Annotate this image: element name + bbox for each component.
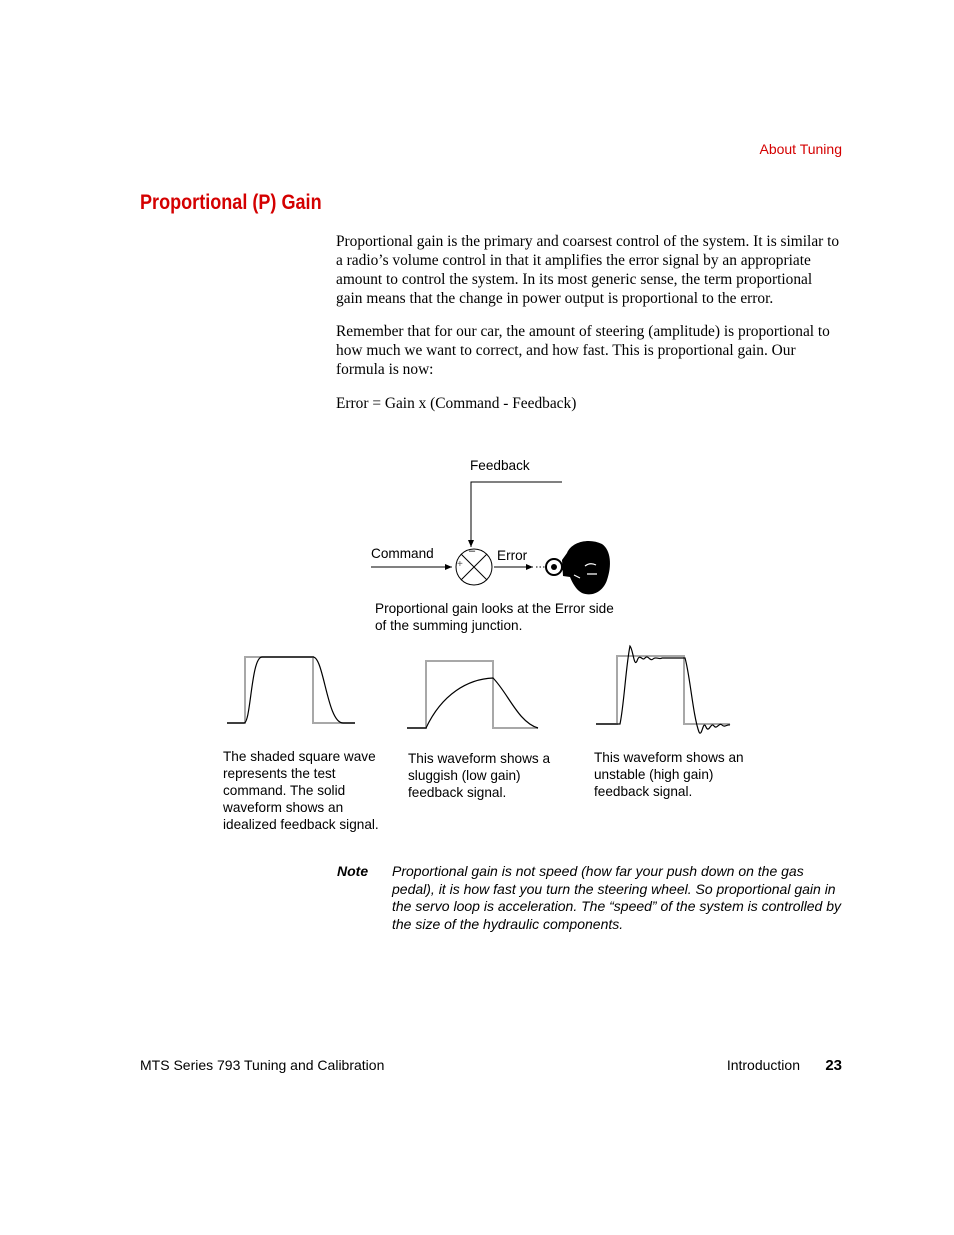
waveform-ideal (227, 657, 355, 723)
minus-sign: – (469, 545, 476, 557)
waveform-unstable (596, 646, 730, 733)
feedback-line (471, 482, 562, 547)
error-label: Error (497, 548, 528, 563)
command-wave-2 (407, 661, 538, 728)
note-label: Note (337, 863, 369, 879)
paragraph-2: Remember that for our car, the amount of steering (amplitude) is proportional to how much we want to correct, and how fast. This is proportional gain. Our formula is now: (336, 323, 830, 378)
command-wave-1 (227, 657, 355, 723)
waveform-caption-unstable: This waveform shows an unstable (high gain) feedback signal. (594, 750, 744, 799)
plus-sign: + (457, 559, 463, 570)
footer-chapter: Introduction (726, 1057, 800, 1073)
paragraph-1: Proportional gain is the primary and coarsest control of the system. It is similar to a radio’s volume control in that it amplifies the error signal by an appropriate amount to control the system. In its most generic sense, the term proportional gain means that the change in power output is proportional to the error. (336, 233, 840, 307)
note-text: Proportional gain is not speed (how far your push down on the gas pedal), it is how fast you turn the steering wheel. So proportional gain in the servo loop is acceleration. The “speed” of the system is controlled by the size of the hydraulic components. (392, 863, 841, 932)
feedback-label: Feedback (470, 458, 530, 473)
command-label: Command (371, 546, 434, 561)
section-title: Proportional (P) Gain (140, 191, 322, 214)
command-wave-3 (596, 656, 730, 724)
running-head: About Tuning (759, 141, 842, 157)
footer-doc-title: MTS Series 793 Tuning and Calibration (140, 1057, 385, 1073)
waveform-caption-ideal: The shaded square wave represents the test command. The solid waveform shows an idealized feedback signal. (223, 749, 379, 832)
waveform-sluggish (407, 661, 538, 728)
page-number: 23 (825, 1057, 842, 1074)
diagram-caption: Proportional gain looks at the Error side of the summing junction. (375, 601, 614, 633)
summing-junction-diagram (371, 482, 562, 585)
waveform-caption-sluggish: This waveform shows a sluggish (low gain) feedback signal. (408, 751, 551, 800)
operator-face-icon (546, 541, 610, 594)
feedback-wave-1 (227, 657, 355, 723)
formula: Error = Gain x (Command - Feedback) (336, 395, 577, 412)
